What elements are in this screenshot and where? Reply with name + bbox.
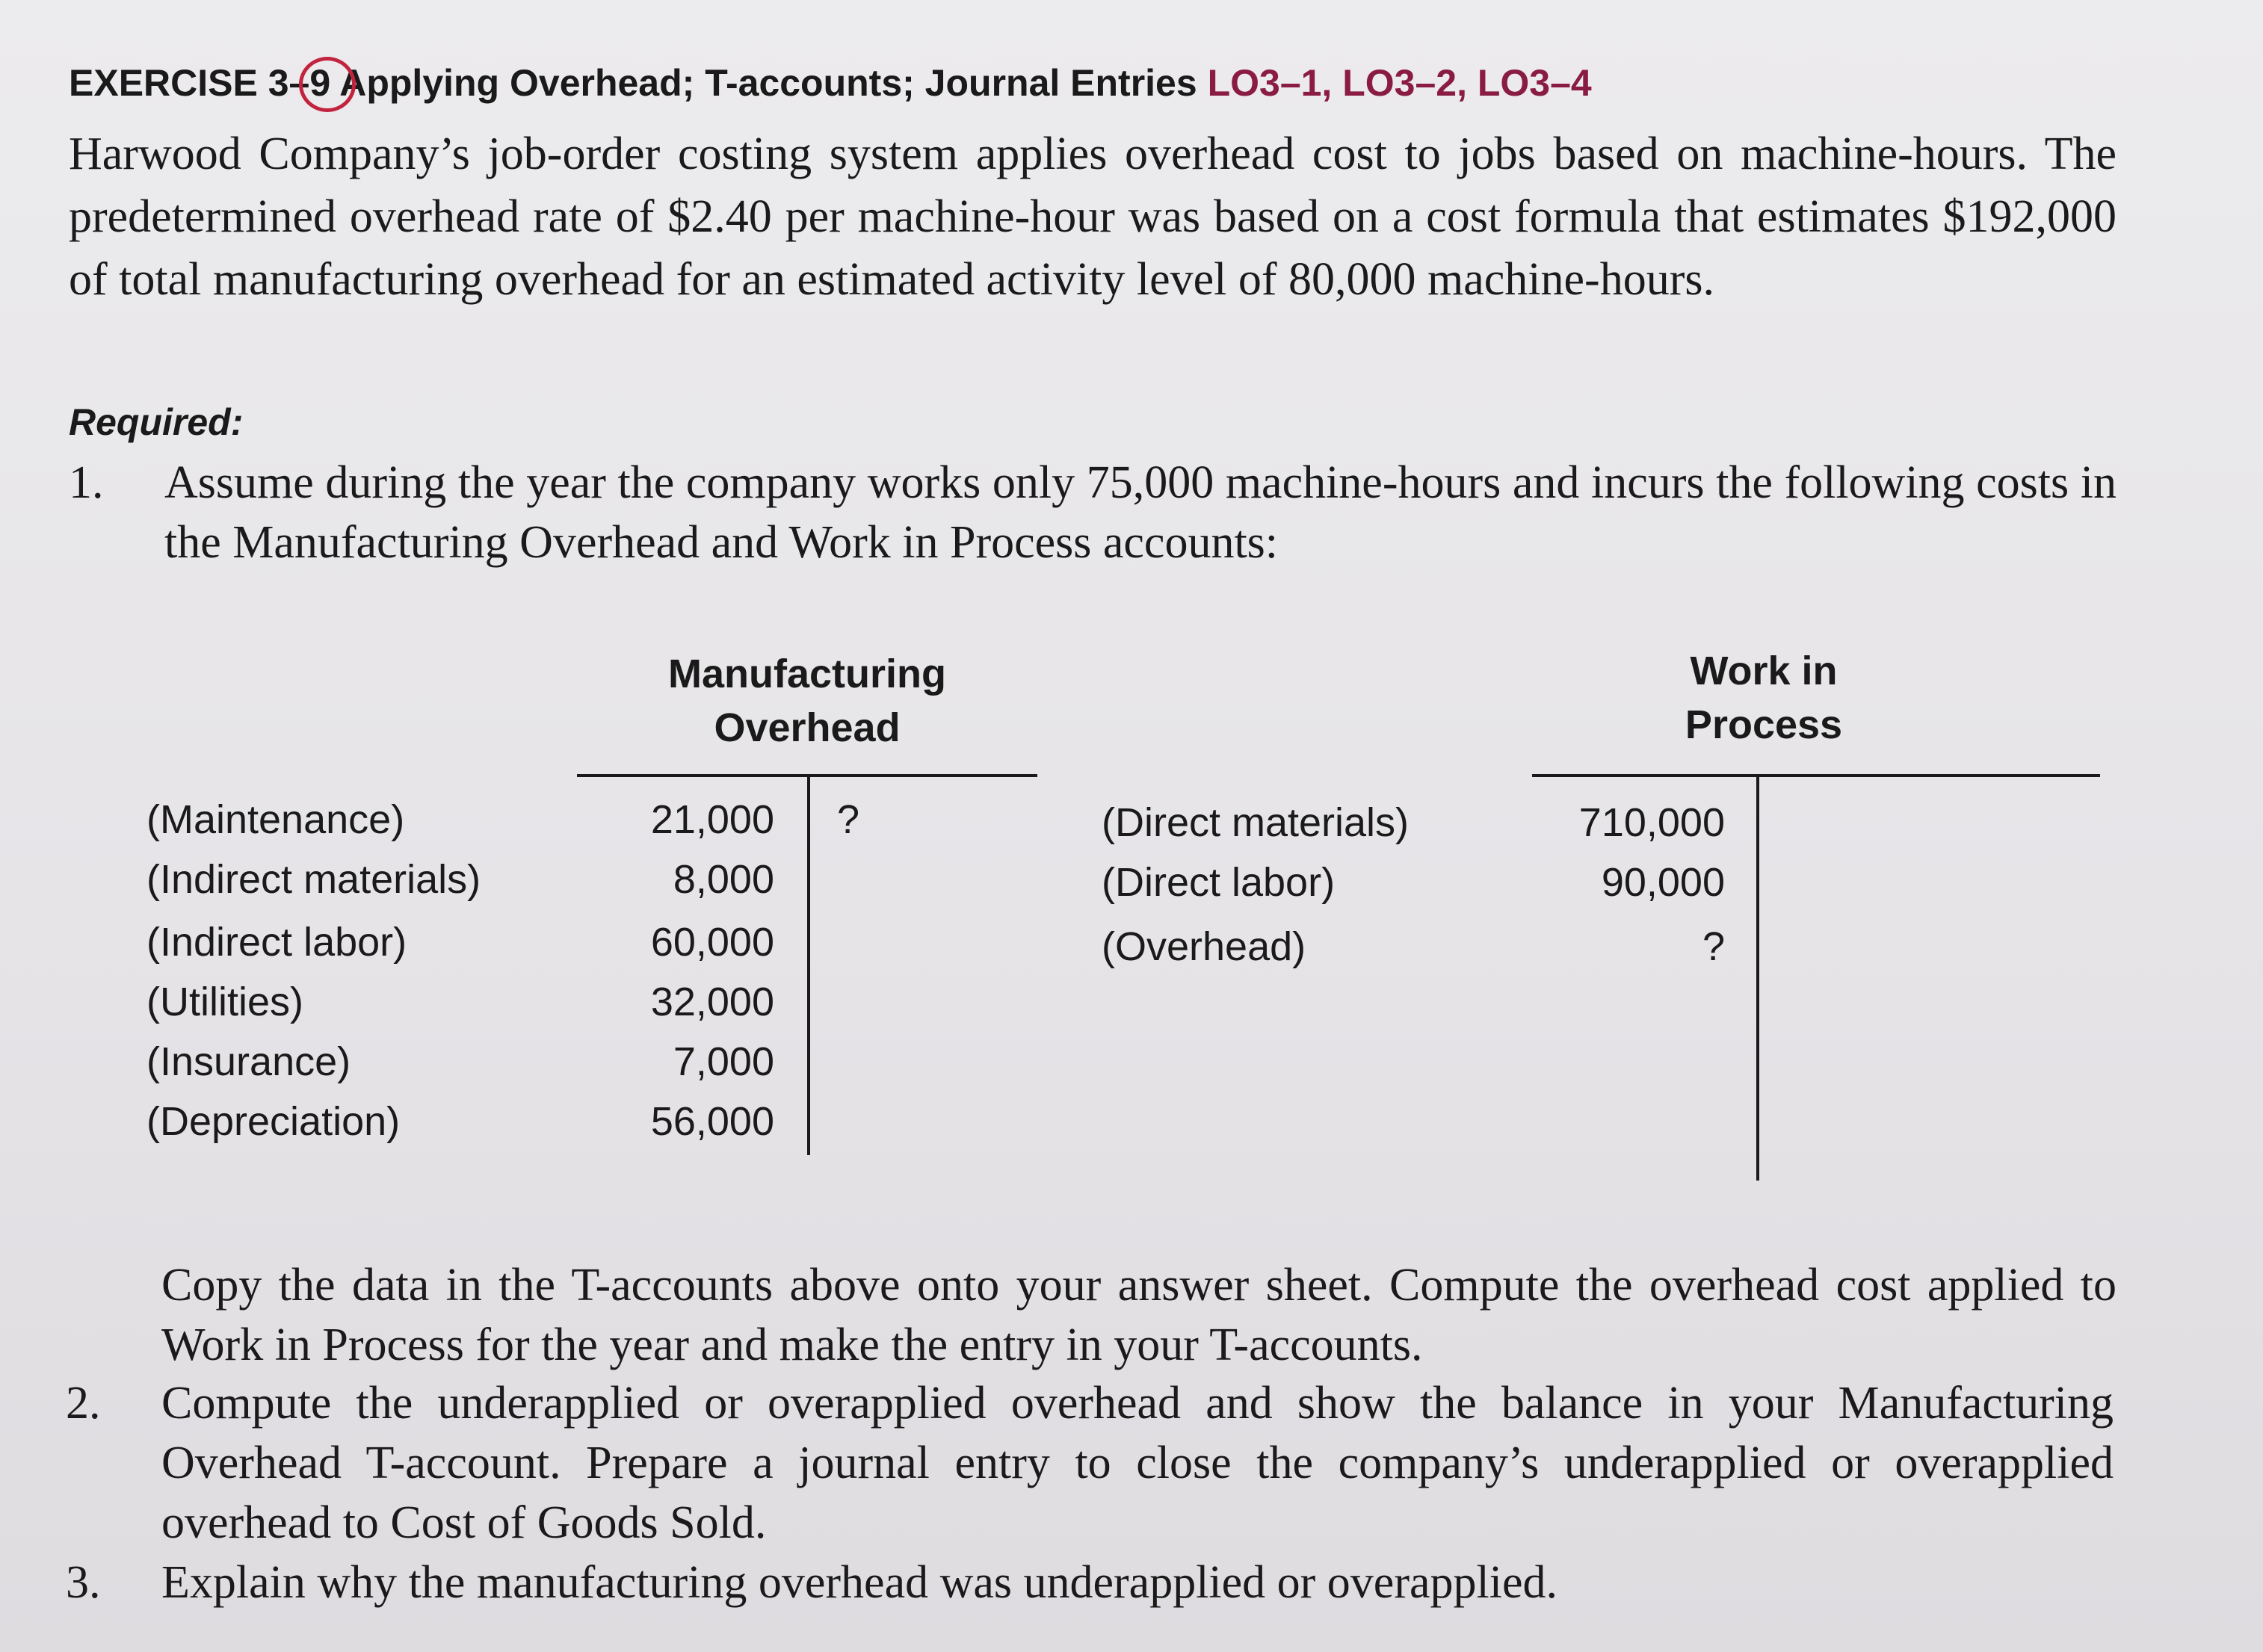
mfg-overhead-credit: ? — [837, 797, 860, 842]
wip-debit-label: (Direct materials) — [1102, 800, 1410, 845]
mfg-overhead-debit-label: (Indirect materials) — [146, 857, 481, 902]
exercise-title: Applying Overhead; T-accounts; Journal Entries — [339, 62, 1197, 104]
mfg-overhead-debit-amount: 60,000 — [650, 920, 774, 965]
mfg-overhead-debit-amount: 21,000 — [650, 797, 774, 842]
mfg-overhead-t-stem — [807, 774, 810, 1155]
mfg-overhead-title-line1: Manufacturing — [668, 652, 946, 696]
required-item-1 — [69, 453, 2117, 580]
item-text: Copy the data in the T-accounts above onto your answer sheet. Compute the overhead cost applied to Work in Process for the year and make the entry in your T-accounts. — [161, 1260, 2117, 1370]
learning-objectives: LO3–1, LO3–2, LO3–4 — [1207, 62, 1592, 104]
mfg-overhead-debit-amount: 56,000 — [650, 1099, 774, 1144]
mfg-overhead-debit-amount: 8,000 — [673, 857, 774, 902]
wip-title-line1: Work in — [1690, 649, 1838, 693]
mfg-overhead-debit-label: (Maintenance) — [146, 797, 405, 842]
wip-title — [1614, 644, 1913, 752]
mfg-overhead-debit-label: (Depreciation) — [146, 1099, 401, 1144]
required-item-3 — [66, 1553, 2114, 1620]
item-number: 3. — [66, 1557, 101, 1608]
mfg-overhead-debit-amount: 32,000 — [650, 980, 774, 1024]
item-text: Assume during the year the company works only 75,000 machine-hours and incurs the following costs in the Manufacturing Overhead and Work in Process accounts: — [164, 457, 2117, 568]
mfg-overhead-title — [583, 647, 1031, 755]
wip-debit-label: (Direct labor) — [1102, 860, 1336, 905]
wip-title-line2: Process — [1685, 702, 1843, 747]
circled-exercise-number: 9 — [309, 62, 331, 104]
wip-debit-amount: 710,000 — [1578, 800, 1725, 845]
wip-debit-amount: 90,000 — [1601, 860, 1725, 905]
item-text: Compute the underapplied or overapplied overhead and show the balance in your Manufacturing Overhead T-account. Prepare a journal entry to close the company’s underapplied or overapplied overhead to Cost of Goods Sold. — [161, 1378, 2114, 1548]
wip-debit-label: (Overhead) — [1102, 924, 1306, 969]
exercise-intro: Harwood Company’s job-order costing system applies overhead cost to jobs based on machine-hours. The predetermined overhead rate of $2.40 per machine-hour was based on a cost formula that estimates $192,000 of total manufacturing overhead for an estimated activity level of 80,000 machine-hours. — [69, 129, 2117, 305]
mfg-overhead-title-line2: Overhead — [714, 705, 901, 750]
item-number: 1. — [69, 457, 104, 508]
item-number: 2. — [66, 1378, 101, 1429]
required-item-2 — [66, 1373, 2114, 1560]
mfg-overhead-debit-amount: 7,000 — [673, 1039, 774, 1084]
mfg-overhead-debit-label: (Utilities) — [146, 980, 303, 1024]
mfg-overhead-debit-label: (Indirect labor) — [146, 920, 407, 965]
wip-t-stem — [1756, 774, 1759, 1181]
exercise-label-prefix: EXERCISE 3– — [69, 62, 310, 104]
wip-debit-amount: ? — [1702, 924, 1725, 969]
item-text: Explain why the manufacturing overhead was underapplied or overapplied. — [161, 1557, 1557, 1608]
required-item-1-continued — [69, 1255, 2117, 1382]
exercise-heading — [69, 61, 2236, 105]
mfg-overhead-debit-label: (Insurance) — [146, 1039, 351, 1084]
required-label: Required: — [69, 401, 244, 443]
wip-t-top — [1532, 774, 2100, 777]
